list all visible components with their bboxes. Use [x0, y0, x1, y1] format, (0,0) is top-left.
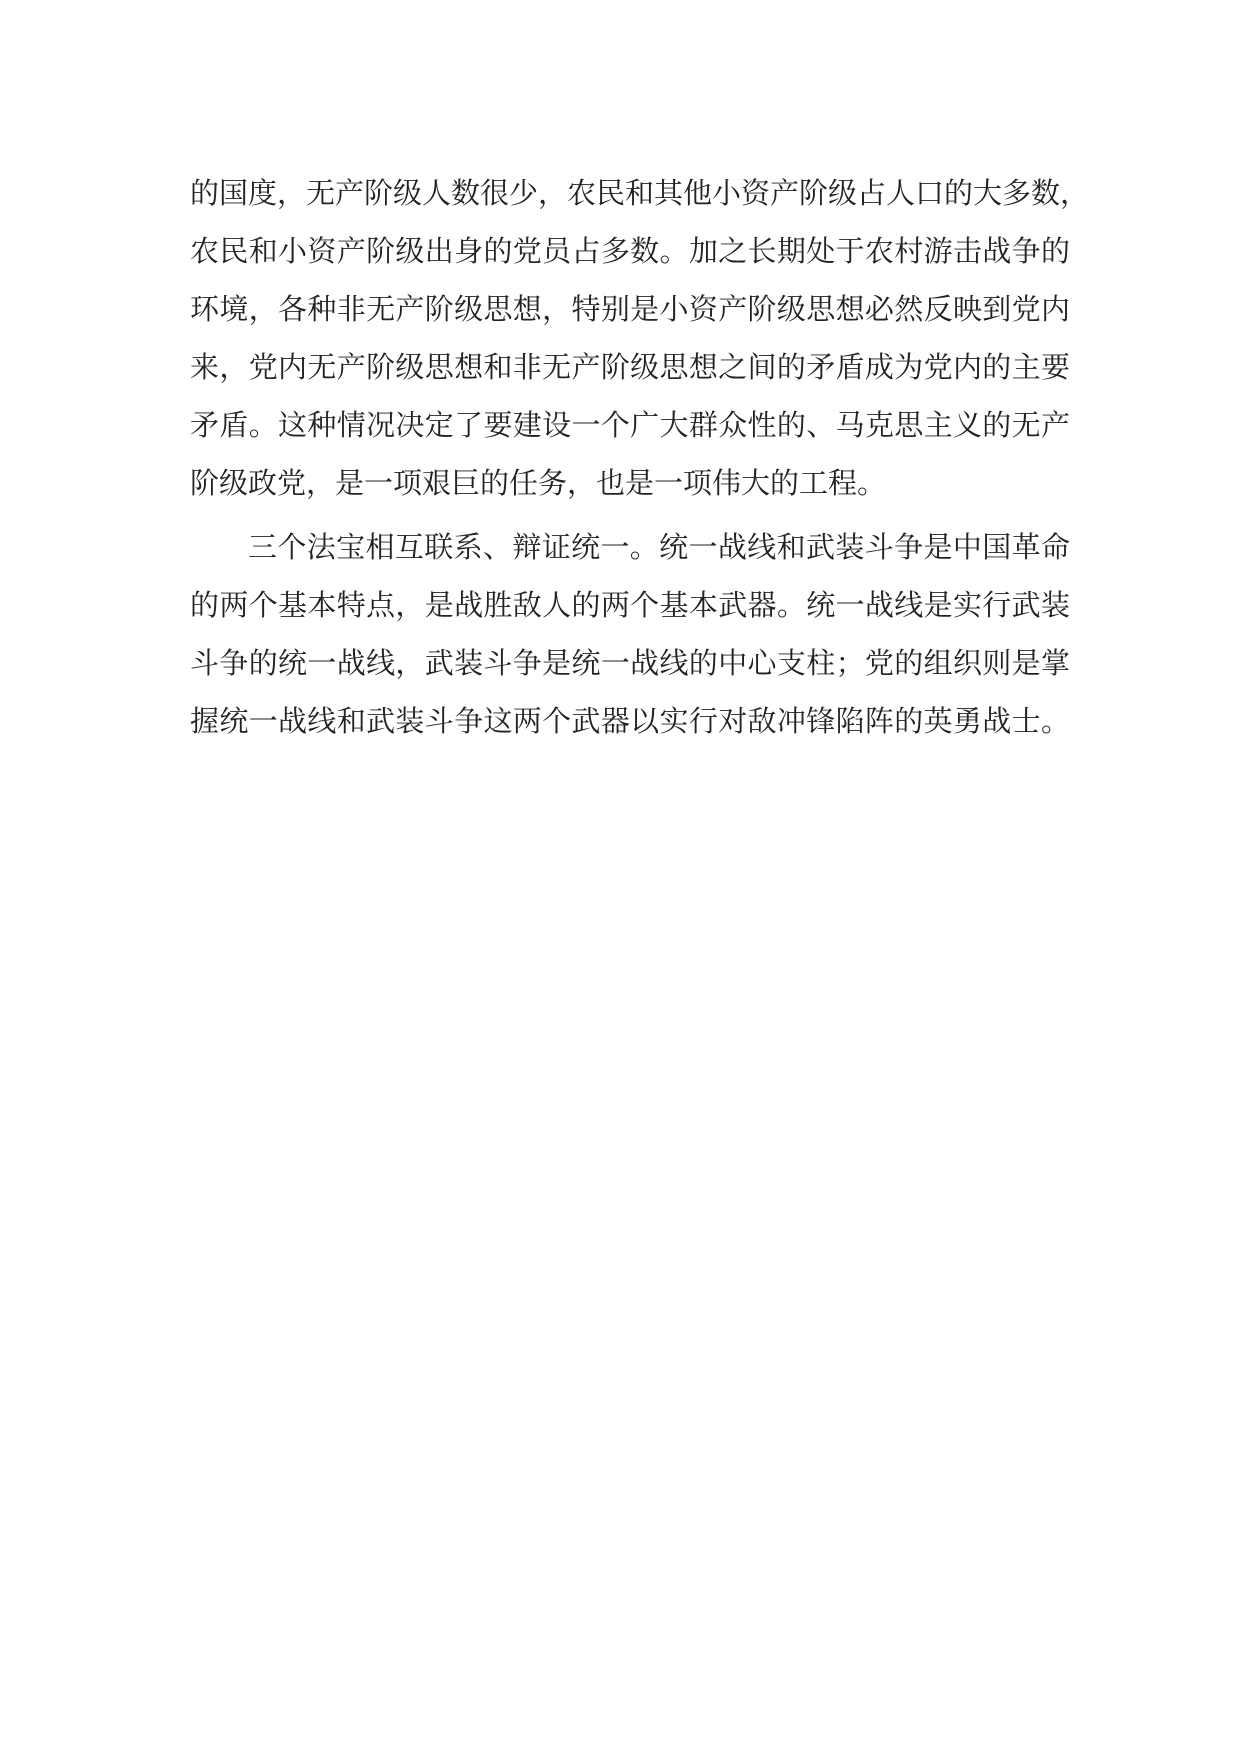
text-line: 三个法宝相互联系、辩证统一。统一战线和武装斗争是中国革命	[248, 530, 1070, 564]
text-line: 握统一战线和武装斗争这两个武器以实行对敌冲锋陷阵的英勇战士。	[190, 704, 1070, 738]
text-line: 环境，各种非无产阶级思想，特别是小资产阶级思想必然反映到党内	[190, 292, 1070, 326]
text-line: 来，党内无产阶级思想和非无产阶级思想之间的矛盾成为党内的主要	[190, 350, 1070, 384]
text-line: 的国度，无产阶级人数很少，农民和其他小资产阶级占人口的大多数，	[190, 176, 1090, 210]
text-line: 的两个基本特点，是战胜敌人的两个基本武器。统一战线是实行武装	[190, 588, 1070, 622]
text-line: 斗争的统一战线，武装斗争是统一战线的中心支柱；党的组织则是掌	[190, 646, 1070, 680]
body-text	[190, 164, 1090, 750]
text-line: 矛盾。这种情况决定了要建设一个广大群众性的、马克思主义的无产	[190, 408, 1070, 442]
text-line: 农民和小资产阶级出身的党员占多数。加之长期处于农村游击战争的	[190, 234, 1070, 268]
text-line: 阶级政党，是一项艰巨的任务，也是一项伟大的工程。	[190, 466, 887, 500]
paragraph-2	[190, 518, 1070, 750]
paragraph-1	[190, 164, 1090, 512]
